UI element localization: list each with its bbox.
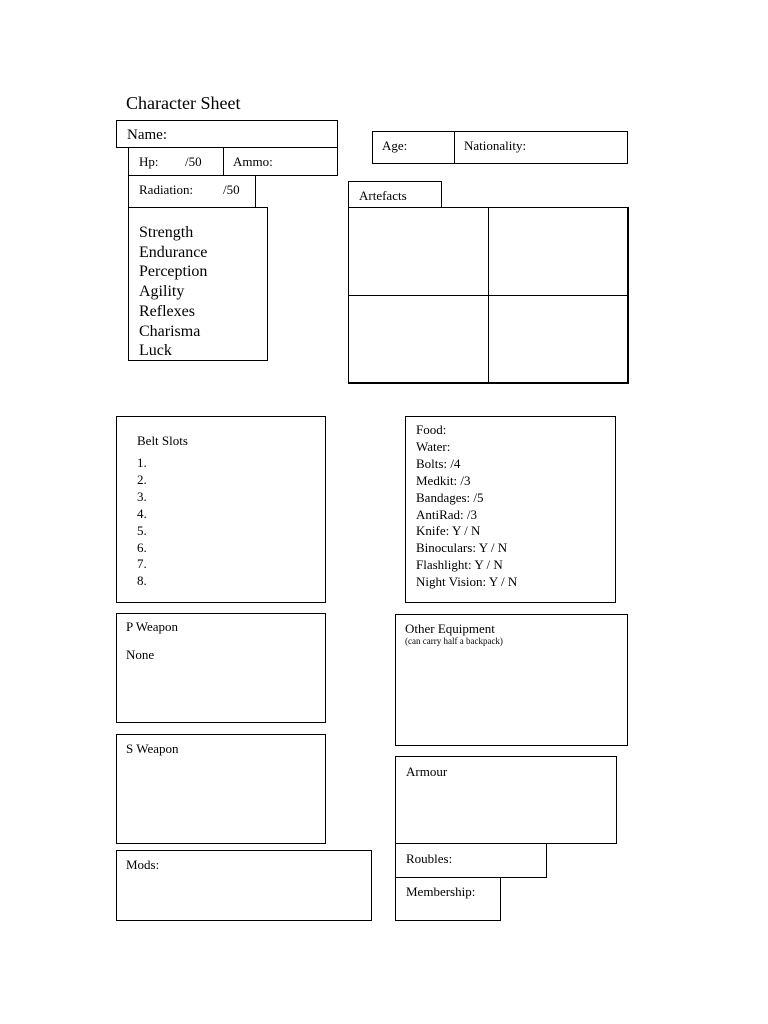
hp-label: Hp: (139, 154, 159, 169)
roubles-label: Roubles: (406, 851, 453, 866)
primary-weapon-label: P Weapon (126, 619, 179, 634)
stat-strength: Strength (139, 224, 194, 241)
belt-slot-3[interactable]: 3. (137, 488, 147, 504)
other-equipment-note: (can carry half a backpack) (405, 636, 503, 646)
other-equipment-label: Other Equipment (405, 621, 495, 636)
supplies-box (405, 416, 616, 603)
belt-slot-5[interactable]: 5. (137, 522, 147, 538)
primary-weapon-value: None (126, 647, 155, 662)
armour-box[interactable] (395, 756, 617, 844)
supply-water[interactable]: Water: (416, 438, 451, 454)
supply-bandages[interactable]: Bandages: /5 (416, 489, 484, 505)
supply-night-vision[interactable]: Night Vision: Y / N (416, 574, 518, 590)
name-box[interactable] (116, 120, 338, 148)
nationality-field[interactable] (454, 131, 628, 164)
ammo-label: Ammo: (233, 154, 273, 169)
radiation-label: Radiation: (139, 182, 194, 197)
belt-slot-7[interactable]: 7. (137, 556, 147, 572)
stats-list (139, 223, 207, 361)
artefact-slot-4[interactable] (488, 295, 629, 384)
hp-field[interactable] (128, 147, 224, 176)
supply-antirad[interactable]: AntiRad: /3 (416, 506, 478, 522)
age-label: Age: (382, 138, 408, 153)
belt-slots-box (116, 416, 326, 603)
stat-endurance: Endurance (139, 243, 208, 261)
stat-agility: Agility (139, 283, 185, 301)
belt-slots-list (137, 455, 147, 590)
radiation-box[interactable] (128, 175, 256, 208)
supply-binoculars[interactable]: Binoculars: Y / N (416, 540, 508, 556)
belt-slot-2[interactable]: 2. (137, 471, 147, 487)
primary-weapon-box[interactable] (116, 613, 326, 723)
belt-slots-label: Belt Slots (137, 433, 188, 448)
nationality-label: Nationality: (464, 138, 527, 153)
name-label: Name: (127, 127, 167, 143)
supply-food[interactable]: Food: (416, 422, 447, 437)
hp-max: /50 (185, 154, 202, 169)
belt-slot-6[interactable]: 6. (137, 539, 147, 555)
artefact-slot-1[interactable] (348, 207, 489, 296)
supply-knife[interactable]: Knife: Y / N (416, 523, 481, 539)
other-equipment-box[interactable] (395, 614, 628, 746)
sheet-title: Character Sheet (126, 93, 241, 113)
stat-perception: Perception (139, 263, 208, 281)
artefacts-grid (348, 207, 628, 383)
supplies-list (416, 422, 517, 591)
membership-label: Membership: (406, 884, 476, 899)
supply-bolts[interactable]: Bolts: /4 (416, 455, 461, 471)
radiation-max: /50 (223, 182, 240, 197)
stats-box (128, 207, 268, 361)
artefact-slot-2[interactable] (488, 207, 629, 296)
supply-medkit[interactable]: Medkit: /3 (416, 472, 471, 488)
secondary-weapon-label: S Weapon (126, 741, 179, 756)
supply-flashlight[interactable]: Flashlight: Y / N (416, 557, 503, 573)
secondary-weapon-box[interactable] (116, 734, 326, 844)
stat-charisma: Charisma (139, 322, 201, 340)
artefacts-label: Artefacts (359, 188, 407, 203)
stat-luck: Luck (139, 342, 172, 360)
artefact-slot-3[interactable] (348, 295, 489, 384)
membership-box[interactable] (395, 877, 501, 921)
belt-slot-1[interactable]: 1. (137, 455, 147, 470)
mods-box[interactable] (116, 850, 372, 921)
belt-slot-4[interactable]: 4. (137, 505, 147, 521)
artefacts-tab (348, 181, 442, 209)
armour-label: Armour (406, 764, 448, 779)
roubles-box[interactable] (395, 843, 547, 878)
age-field[interactable] (372, 131, 454, 164)
stat-reflexes: Reflexes (139, 302, 195, 320)
mods-label: Mods: (126, 857, 160, 872)
ammo-field[interactable] (223, 147, 338, 176)
belt-slot-8[interactable]: 8. (137, 573, 147, 589)
